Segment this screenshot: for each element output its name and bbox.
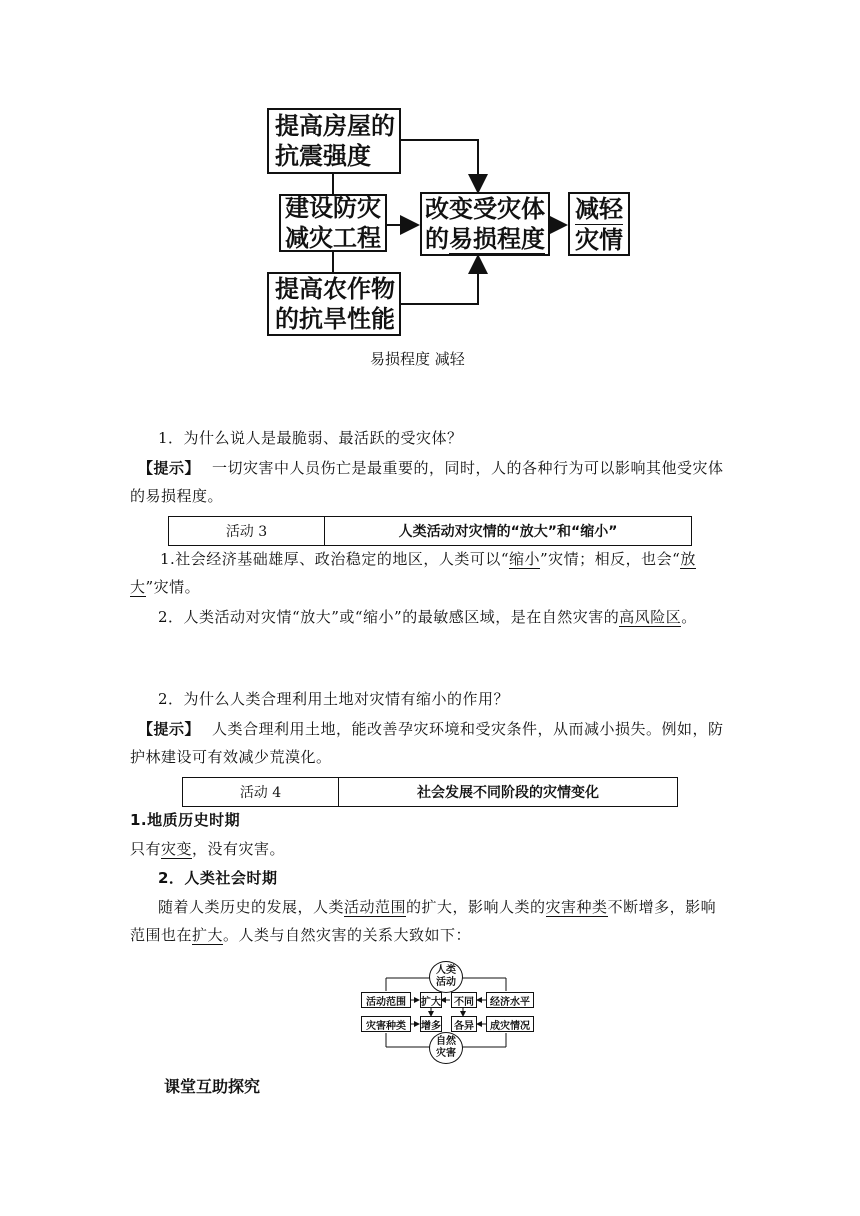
activity-4-heading-1: 1.地质历史时期	[130, 811, 241, 829]
blank-vulnerability-degree: 易损程度	[449, 225, 545, 253]
a3p1-a: 1.社会经济基础雄厚、政治稳定的地区，人类可以“	[160, 550, 509, 568]
blank-reduce: 减轻	[575, 194, 623, 223]
question-2: 2．为什么人类合理利用土地对灾情有缩小的作用？	[158, 690, 510, 708]
section-title: 课堂互助探究	[164, 1077, 261, 1096]
node-economic-level: 经济水平	[486, 992, 534, 1008]
natural-disaster-line1: 自然	[436, 1036, 456, 1047]
hint-2-label: 【提示】	[138, 720, 201, 738]
box-disaster-engineering-line1: 建设防灾	[285, 194, 381, 222]
blank-shrink: 缩小	[508, 550, 540, 568]
a4p-c: 的扩大，影响人类的	[406, 898, 546, 916]
node-expand: 扩大	[420, 992, 442, 1008]
a4l1-a: 只有	[130, 840, 162, 858]
activity-4-number: 活动 4	[183, 778, 339, 807]
node-disaster-types: 灾害种类	[361, 1016, 411, 1032]
node-disaster-conditions: 成灾情况	[486, 1016, 534, 1032]
circle-human-activity	[429, 961, 463, 993]
box-house-strength-line1: 提高房屋的	[275, 112, 395, 140]
blank-high-risk-area: 高风险区	[619, 608, 682, 626]
blank-activity-range: 活动范围	[344, 898, 407, 916]
human-activity-line2: 活动	[436, 977, 456, 988]
box-change-vulnerability-line1: 改变受灾体	[425, 195, 545, 223]
a3p1-c: ”灾情；相反，也会“	[540, 550, 681, 568]
a4p-a: 随着人类历史的发展，人类	[158, 898, 345, 916]
question-1: 1．为什么说人是最脆弱、最活跃的受灾体？	[158, 429, 463, 447]
a4h2-text: 2．人类社会时期	[158, 869, 278, 887]
diagram1-answer-caption: 易损程度 减轻	[370, 350, 465, 368]
activity-3-number: 活动 3	[169, 517, 325, 546]
activity-3-title: 人类活动对灾情的“放大”和“缩小”	[325, 517, 692, 546]
node-activity-range: 活动范围	[361, 992, 411, 1008]
node-different: 不同	[451, 992, 477, 1008]
node-varied: 各异	[451, 1016, 477, 1032]
human-activity-line1: 人类	[436, 965, 456, 976]
circle-natural-disaster	[429, 1032, 463, 1064]
hint-2-text: 人类合理利用土地，能改善孕灾环境和受灾条件，从而减小损失。例如，防护林建设可有效减少荒漠化。	[130, 720, 724, 766]
box-mid-pre: 的	[425, 225, 449, 253]
box-reduce-disaster-line2: 灾情	[575, 225, 623, 254]
a3p1-e: ”灾情。	[145, 578, 201, 596]
a3p2-c: 。	[681, 608, 697, 626]
node-increase: 增多	[420, 1016, 442, 1032]
box-disaster-engineering-line2: 减灾工程	[285, 224, 381, 252]
a4p-g: 。人类与自然灾害的关系大致如下：	[223, 926, 472, 944]
blank-catastrophe: 灾变	[161, 840, 193, 858]
hint-1-label: 【提示】	[138, 459, 201, 477]
natural-disaster-line2: 灾害	[436, 1048, 456, 1059]
activity-4-title: 社会发展不同阶段的灾情变化	[339, 778, 678, 807]
a3p2-a: 2．人类活动对灾情“放大”或“缩小”的最敏感区域，是在自然灾害的	[158, 608, 620, 626]
box-crop-drought-line2: 的抗旱性能	[275, 305, 395, 333]
box-crop-drought-line1: 提高农作物	[275, 275, 395, 303]
blank-amplify: 放大	[130, 550, 696, 596]
a4p-e: 不断增多，影响范围也在	[130, 898, 717, 944]
hint-1-text: 一切灾害中人员伤亡是最重要的，同时，人的各种行为可以影响其他受灾体的易损程度。	[130, 459, 724, 505]
blank-disaster-types: 灾害种类	[545, 898, 608, 916]
box-house-strength-line2: 抗震强度	[275, 142, 371, 170]
blank-expand: 扩大	[192, 926, 224, 944]
a4l1-c: ，没有灾害。	[192, 840, 286, 858]
